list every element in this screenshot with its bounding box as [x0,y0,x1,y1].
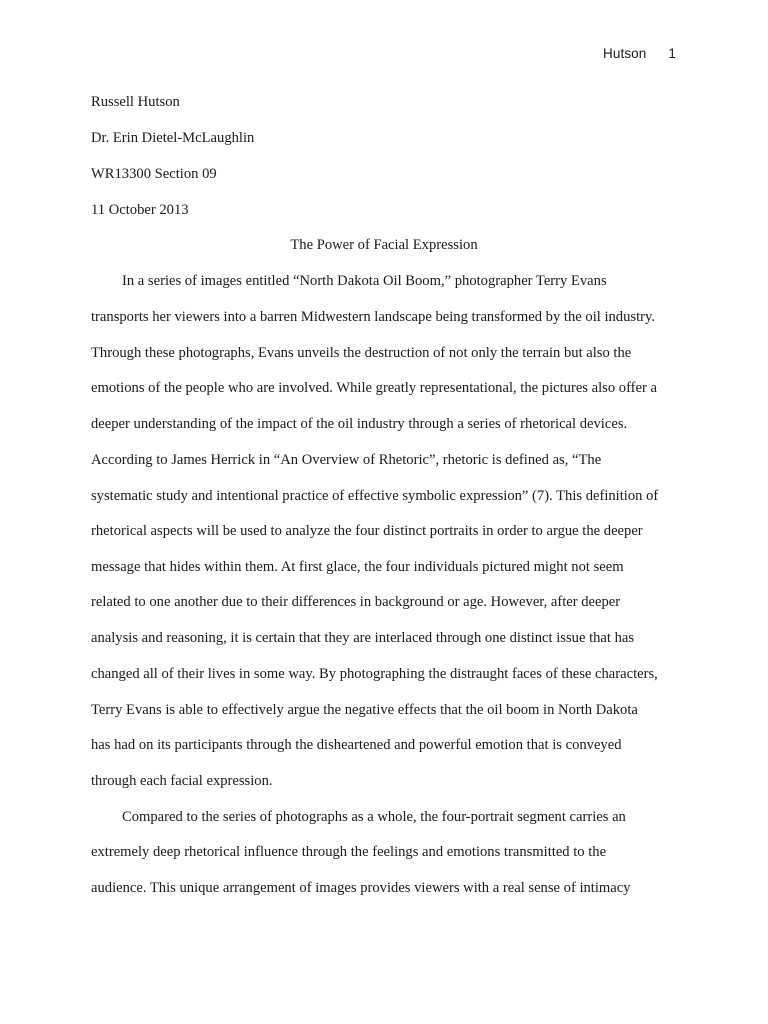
body-line: transports her viewers into a barren Midwestern landscape being transformed by the oil industry. [91,309,655,325]
course-section: WR13300 Section 09 [91,166,217,182]
body-line: audience. This unique arrangement of images provides viewers with a real sense of intimacy [91,880,631,896]
body-line: According to James Herrick in “An Overview of Rhetoric”, rhetoric is defined as, “The [91,452,602,468]
body-line: In a series of images entitled “North Dakota Oil Boom,” photographer Terry Evans [122,273,607,289]
body-line: analysis and reasoning, it is certain that they are interlaced through one distinct issue that has [91,630,635,646]
body-line: emotions of the people who are involved. While greatly representational, the pictures also offer a [91,380,657,396]
body-line: Through these photographs, Evans unveils the destruction of not only the terrain but also the [91,345,632,361]
body-line: Terry Evans is able to effectively argue the negative effects that the oil boom in North Dakota [91,702,638,718]
body-line: related to one another due to their differences in background or age. However, after deeper [91,594,621,610]
essay-title: The Power of Facial Expression [290,237,478,253]
body-line: changed all of their lives in some way. By photographing the distraught faces of these characters, [91,666,658,682]
header-page-number: 1 [668,46,676,61]
body-line: Compared to the series of photographs as a whole, the four-portrait segment carries an [122,809,626,825]
body-line: through each facial expression. [91,773,273,789]
body-line: extremely deep rhetorical influence through the feelings and emotions transmitted to the [91,844,607,860]
body-line: message that hides within them. At first glace, the four individuals pictured might not seem [91,559,624,575]
instructor-name: Dr. Erin Dietel-McLaughlin [91,130,255,146]
body-line: rhetorical aspects will be used to analyze the four distinct portraits in order to argue the deeper [91,523,643,539]
body-line: deeper understanding of the impact of the oil industry through a series of rhetorical devices. [91,416,628,432]
body-line: systematic study and intentional practice of effective symbolic expression” (7). This definition of [91,488,659,504]
student-name: Russell Hutson [91,94,180,110]
running-header [603,46,676,61]
body-line: has had on its participants through the disheartened and powerful emotion that is conveyed [91,737,622,753]
essay-date: 11 October 2013 [91,202,189,218]
header-surname: Hutson [603,46,647,61]
